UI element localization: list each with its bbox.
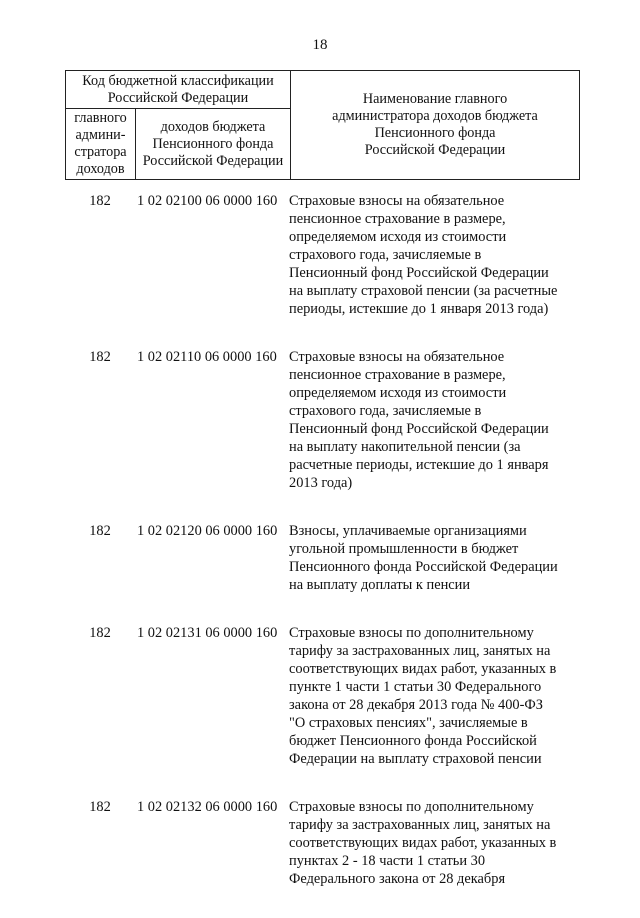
description-line: страхового года, зачисляемые в [289,403,482,419]
description-line: Страховые взносы по дополнительному [289,625,534,641]
administrator-name-header [291,71,580,180]
description-line: Страховые взносы на обязательное [289,349,505,365]
description-line: пункте 1 части 1 статьи 30 Федерального [289,679,542,695]
description-line: закона от 28 декабря 2013 года № 400-ФЗ [289,697,543,713]
revenue-code-list [65,192,579,918]
revenue-description [289,798,579,888]
revenue-code: 1 02 02100 06 0000 160 [137,193,278,209]
description-line: на выплату доплаты к пенсии [289,577,471,593]
description-line: 2013 года) [289,475,353,491]
revenue-description [289,624,579,768]
description-line: Пенсионный фонд Российской Федерации [289,421,549,437]
description-line: тарифу за застрахованных лиц, занятых на [289,817,551,833]
administrator-code: 182 [89,349,111,365]
header-line: администратора доходов бюджета [332,108,538,124]
description-line: пенсионное страхование в размере, [289,367,506,383]
table-row [65,348,579,492]
revenue-code: 1 02 02131 06 0000 160 [137,625,278,641]
administrator-code: 182 [89,193,111,209]
header-line: Наименование главного [362,91,508,107]
revenue-description [289,522,579,594]
description-line: Федерального закона от 28 декабря [289,871,506,887]
header-table [65,70,580,180]
description-line: Пенсионного фонда Российской Федерации [289,559,558,575]
description-line: Страховые взносы по дополнительному [289,799,534,815]
description-line: страхового года, зачисляемые в [289,247,482,263]
header-line: стратора [74,144,127,160]
header-line: Российской Федерации [364,142,506,158]
header-line: главного [74,110,127,126]
header-line: Пенсионного фонда [152,135,274,152]
table-row [65,624,579,768]
table-row [65,522,579,594]
description-line: расчетные периоды, истекшие до 1 января [289,457,549,473]
header-line: доходов [76,161,125,177]
revenue-code: 1 02 02110 06 0000 160 [137,349,277,365]
description-line: определяемом исходя из стоимости [289,229,507,245]
administrator-code: 182 [89,799,111,815]
revenue-code: 1 02 02132 06 0000 160 [137,799,278,815]
table-row [65,798,579,888]
header-line: Пенсионного фонда [374,125,496,141]
page-number: 18 [312,37,328,53]
description-line: определяемом исходя из стоимости [289,385,507,401]
description-line: периоды, истекшие до 1 января 2013 года) [289,301,549,317]
description-line: "О страховых пенсиях", зачисляемые в [289,715,528,731]
description-line: бюджет Пенсионного фонда Российской [289,733,537,749]
description-line: Федерации на выплату страховой пенсии [289,751,542,767]
main-administrator-header [66,109,136,180]
description-line: Страховые взносы на обязательное [289,193,505,209]
description-line: на выплату накопительной пенсии (за [289,439,521,455]
description-line: тарифу за застрахованных лиц, занятых на [289,643,551,659]
administrator-code: 182 [89,625,111,641]
description-line: на выплату страховой пенсии (за расчетные [289,283,558,299]
description-line: соответствующих видах работ, указанных в [289,661,557,677]
header-line: Российской Федерации [107,89,249,106]
description-line: пенсионное страхование в размере, [289,211,506,227]
description-line: Пенсионный фонд Российской Федерации [289,265,549,281]
table-row [65,192,579,318]
revenue-code: 1 02 02120 06 0000 160 [137,523,278,539]
header-line: админи- [75,127,126,143]
description-line: пунктах 2 - 18 части 1 статьи 30 [289,853,486,869]
description-line: соответствующих видах работ, указанных в [289,835,557,851]
budget-classification-header [66,71,291,109]
description-line: угольной промышленности в бюджет [289,541,519,557]
revenue-description [289,348,579,492]
administrator-code: 182 [89,523,111,539]
header-line: доходов бюджета [160,118,266,135]
revenue-code-header [136,109,291,180]
revenue-description [289,192,579,318]
header-line: Код бюджетной классификации [82,72,274,89]
description-line: Взносы, уплачиваемые организациями [289,523,527,539]
header-line: Российской Федерации [142,152,284,169]
